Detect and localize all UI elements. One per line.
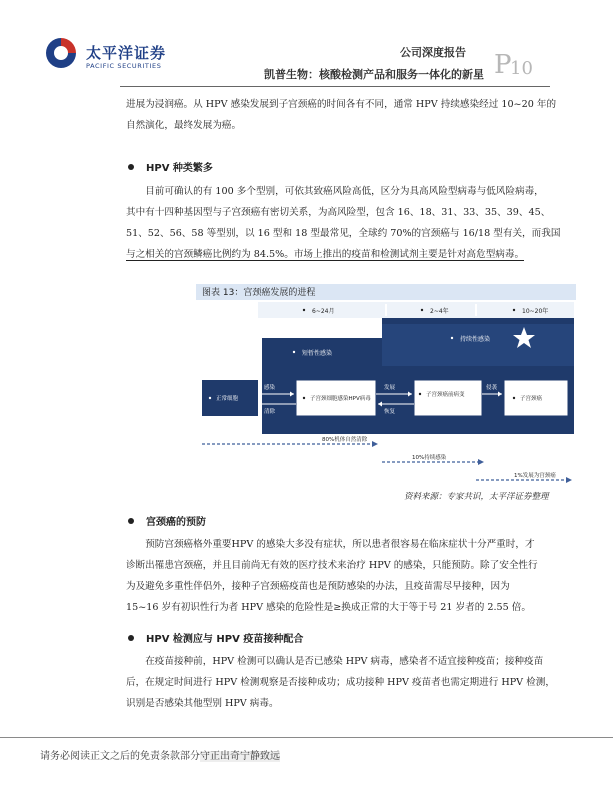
time-label: 2~4年 bbox=[430, 308, 449, 315]
arrow-label-clear: 清除 bbox=[264, 409, 276, 415]
section-paragraph bbox=[126, 651, 572, 714]
time-label: 10~20年 bbox=[522, 308, 549, 315]
text-line: 诊断出罹患宫颈癌，并且目前尚无有效的医疗技术来治疗 HPV 的感染，只能预防。除了安全性行 bbox=[126, 560, 538, 571]
footer-divider bbox=[0, 737, 613, 738]
text-line: 在疫苗接种前，HPV 检测可以确认是否已感染 HPV 病毒，感染者不适宜接种疫苗；接种疫苗 bbox=[145, 656, 544, 667]
box-label-hpv-infected: 子宫颈细胞感染HPV病毒 bbox=[310, 396, 371, 402]
section-title: HPV 种类繁多 bbox=[146, 163, 213, 174]
arrow-label-infect: 感染 bbox=[264, 385, 276, 391]
page-number: 10 bbox=[510, 58, 533, 79]
text-line: 自然演化，最终发展为癌。 bbox=[126, 120, 242, 131]
text-line: 为及避免多重性伴侣外，接种子宫颈癌疫苗也是预防感染的办法，且疫苗需尽早接种，因为 bbox=[126, 581, 510, 592]
text-line: 识别是否感染其他型别 HPV 病毒。 bbox=[126, 698, 279, 709]
box-label-cancer: 子宫颈癌 bbox=[520, 396, 543, 402]
text-line: 其中有十四种基因型与子宫颈癌有密切关系，为高风险型，包含 16、18、31、33、35、39、45、 bbox=[126, 207, 551, 218]
time-label: 6~24月 bbox=[312, 308, 335, 315]
logo-text-cn: 太平洋证券 bbox=[86, 44, 167, 62]
intro-paragraph bbox=[126, 94, 572, 136]
bar-label: 10%持续感染 bbox=[412, 455, 447, 461]
bullet-icon bbox=[128, 635, 134, 641]
bullet-icon bbox=[128, 164, 134, 170]
report-type: 公司深度报告 bbox=[400, 46, 466, 59]
box-label-persistent: 持续性感染 bbox=[460, 336, 491, 343]
arrow-label-progress: 发展 bbox=[384, 385, 396, 391]
bar-label: 1%发展为宫颈癌 bbox=[514, 473, 556, 479]
text-line: 15~16 岁有初识性行为者 HPV 感染的危险性是≥换成正常的大于等于号 21 岁者的 2.55 倍。 bbox=[126, 602, 531, 613]
arrow-label-recover: 恢复 bbox=[384, 409, 396, 415]
figure-source: 资料来源：专家共识，太平洋证券整理 bbox=[404, 492, 549, 502]
box-label-normal: 正常细胞 bbox=[216, 396, 239, 402]
section-title: HPV 检测应与 HPV 疫苗接种配合 bbox=[146, 634, 304, 645]
logo-text-en: PACIFIC SECURITIES bbox=[86, 62, 162, 70]
footer-motto: 守正出奇宁静致远 bbox=[200, 751, 280, 762]
report-title: 凯普生物：核酸检测产品和服务一体化的新星 bbox=[264, 68, 484, 81]
text-line: 预防宫颈癌格外重要HPV 的感染大多没有症状，所以患者很容易在临床症状十分严重时，才 bbox=[145, 539, 535, 550]
footer-disclaimer bbox=[40, 747, 280, 762]
section-title: 宫颈癌的预防 bbox=[146, 517, 206, 528]
cervical-cancer-progression-diagram bbox=[196, 300, 576, 490]
bar-label: 80%机体自然清除 bbox=[322, 437, 368, 443]
footer-text-plain: 请务必阅读正文之后的免责条款部分 bbox=[40, 751, 200, 762]
figure-title: 图表 13：宫颈癌发展的进程 bbox=[202, 288, 316, 298]
page-letter: P bbox=[494, 50, 512, 80]
box-label-precancer: 子宫颈癌前病变 bbox=[426, 392, 465, 398]
text-line: 与之相关的宫颈鳞癌比例约为 84.5%。市场上推出的疫苗和检测试剂主要是针对高危型病毒。 bbox=[126, 249, 525, 260]
box-label-transient: 短暂性感染 bbox=[302, 350, 333, 357]
header-divider bbox=[120, 86, 550, 87]
arrow-label-invade: 侵袭 bbox=[486, 385, 498, 391]
text-line: 51、52、56、58 等型别，以 16 型和 18 型最常见，全球约 70%的宫颈癌与 16/18 型有关，而我国 bbox=[126, 228, 561, 239]
logo-icon bbox=[44, 36, 78, 70]
section-paragraph bbox=[126, 534, 572, 618]
text-line: 后，在规定时间进行 HPV 检测观察是否接种成功；成功接种 HPV 疫苗者也需定期进行 HPV 检测， bbox=[126, 677, 555, 688]
bullet-icon bbox=[128, 518, 134, 524]
section-paragraph bbox=[126, 181, 572, 265]
text-line: 进展为浸润癌。从 HPV 感染发展到子宫颈癌的时间各有不同，通常 HPV 持续感染经过 10~20 年的 bbox=[126, 99, 557, 110]
text-line: 目前可确认的有 100 多个型别，可依其致癌风险高低，区分为具高风险型病毒与低风险病毒， bbox=[145, 186, 544, 197]
